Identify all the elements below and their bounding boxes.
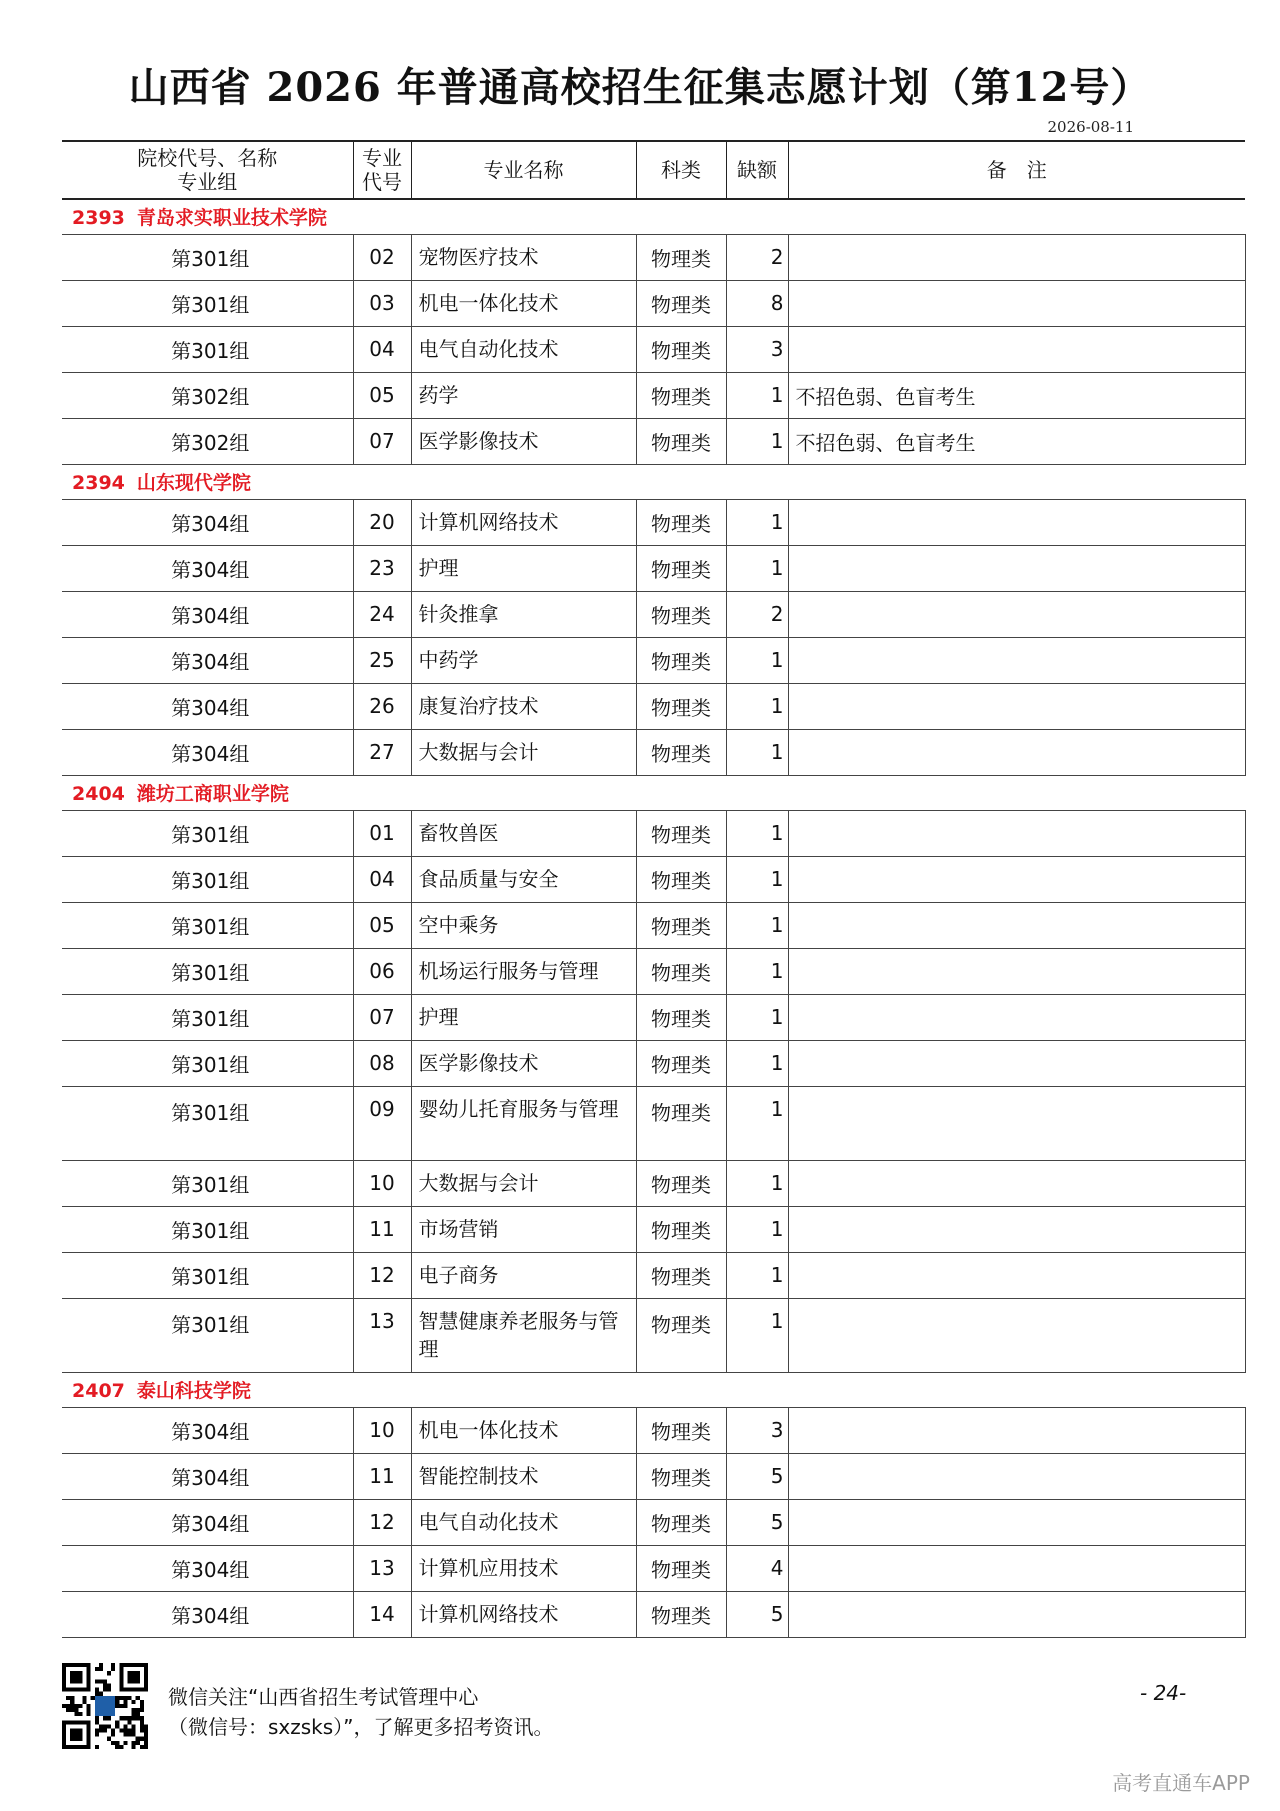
school-name: 潍坊工商职业学院 [136, 783, 289, 805]
vacancy-cell: 1 [726, 1040, 788, 1086]
group-cell: 第304组 [62, 637, 353, 683]
note-cell: 不招色弱、色盲考生 [788, 372, 1245, 418]
category-cell: 物理类 [636, 637, 726, 683]
category-cell: 物理类 [636, 418, 726, 464]
table-row [62, 1206, 1245, 1252]
major-name-cell: 计算机网络技术 [411, 499, 636, 545]
major-name-cell: 机电一体化技术 [411, 280, 636, 326]
note-cell: 不招色弱、色盲考生 [788, 418, 1245, 464]
category-cell: 物理类 [636, 948, 726, 994]
vacancy-cell: 1 [726, 856, 788, 902]
school-title [62, 1372, 1245, 1407]
school-header-row [62, 1372, 1245, 1407]
school-title [62, 775, 1245, 810]
major-code-cell: 26 [353, 683, 411, 729]
group-cell: 第304组 [62, 729, 353, 775]
major-code-cell: 24 [353, 591, 411, 637]
major-code-cell: 07 [353, 418, 411, 464]
header-code-line1: 专业 [362, 146, 402, 170]
table-row [62, 372, 1245, 418]
major-name-cell: 大数据与会计 [411, 1160, 636, 1206]
table-row [62, 1591, 1245, 1637]
footer-wechat-line1: 微信关注“山西省招生考试管理中心 [168, 1685, 479, 1709]
major-name-cell: 机电一体化技术 [411, 1407, 636, 1453]
major-code-cell: 04 [353, 856, 411, 902]
vacancy-cell: 1 [726, 1160, 788, 1206]
vacancy-cell: 1 [726, 1086, 788, 1160]
school-header-row [62, 775, 1245, 810]
group-cell: 第301组 [62, 810, 353, 856]
group-cell: 第304组 [62, 545, 353, 591]
header-school-line2: 专业组 [177, 170, 238, 194]
vacancy-cell: 3 [726, 1407, 788, 1453]
category-cell: 物理类 [636, 994, 726, 1040]
note-cell [788, 326, 1245, 372]
page-title: 山西省 2026 年普通高校招生征集志愿计划（第12号） [128, 64, 1152, 111]
vacancy-cell: 1 [726, 810, 788, 856]
major-name-cell: 婴幼儿托育服务与管理 [411, 1086, 636, 1160]
table-row [62, 280, 1245, 326]
major-name-cell: 康复治疗技术 [411, 683, 636, 729]
vacancy-cell: 1 [726, 994, 788, 1040]
major-name-cell: 针灸推拿 [411, 591, 636, 637]
major-code-cell: 01 [353, 810, 411, 856]
page-number: - 24- [1140, 1681, 1187, 1705]
major-code-cell: 08 [353, 1040, 411, 1086]
table-row [62, 1040, 1245, 1086]
major-name-cell: 电子商务 [411, 1252, 636, 1298]
major-name-cell: 医学影像技术 [411, 1040, 636, 1086]
school-header-row [62, 199, 1245, 234]
major-code-cell: 05 [353, 902, 411, 948]
table-row [62, 326, 1245, 372]
vacancy-cell: 1 [726, 372, 788, 418]
note-cell [788, 994, 1245, 1040]
vacancy-cell: 1 [726, 418, 788, 464]
major-name-cell: 宠物医疗技术 [411, 234, 636, 280]
note-cell [788, 729, 1245, 775]
note-cell [788, 1206, 1245, 1252]
group-cell: 第301组 [62, 1160, 353, 1206]
major-code-cell: 14 [353, 1591, 411, 1637]
vacancy-cell: 2 [726, 234, 788, 280]
vacancy-cell: 1 [726, 1252, 788, 1298]
enrollment-plan-table [62, 140, 1246, 1638]
major-code-cell: 11 [353, 1206, 411, 1252]
vacancy-cell: 1 [726, 637, 788, 683]
major-code-cell: 05 [353, 372, 411, 418]
category-cell: 物理类 [636, 1499, 726, 1545]
table-row [62, 1407, 1245, 1453]
category-cell: 物理类 [636, 729, 726, 775]
major-name-cell: 市场营销 [411, 1206, 636, 1252]
school-title [62, 464, 1245, 499]
vacancy-cell: 1 [726, 683, 788, 729]
note-cell [788, 856, 1245, 902]
major-name-cell: 药学 [411, 372, 636, 418]
table-row [62, 729, 1245, 775]
category-cell: 物理类 [636, 1040, 726, 1086]
note-cell [788, 948, 1245, 994]
note-cell [788, 1591, 1245, 1637]
table-row [62, 591, 1245, 637]
vacancy-cell: 1 [726, 729, 788, 775]
category-cell: 物理类 [636, 545, 726, 591]
note-cell [788, 1252, 1245, 1298]
table-row [62, 948, 1245, 994]
header-vacancy: 缺额 [726, 141, 788, 199]
major-name-cell: 机场运行服务与管理 [411, 948, 636, 994]
category-cell: 物理类 [636, 234, 726, 280]
table-row [62, 810, 1245, 856]
note-cell [788, 1298, 1245, 1372]
major-code-cell: 27 [353, 729, 411, 775]
school-name: 泰山科技学院 [136, 1380, 251, 1402]
note-cell [788, 1040, 1245, 1086]
major-name-cell: 计算机应用技术 [411, 1545, 636, 1591]
group-cell: 第301组 [62, 994, 353, 1040]
note-cell [788, 545, 1245, 591]
table-row [62, 1086, 1245, 1160]
table-body [62, 199, 1245, 1637]
major-name-cell: 电气自动化技术 [411, 1499, 636, 1545]
major-code-cell: 09 [353, 1086, 411, 1160]
major-code-cell: 23 [353, 545, 411, 591]
category-cell: 物理类 [636, 1086, 726, 1160]
category-cell: 物理类 [636, 1298, 726, 1372]
school-code: 2394 [72, 472, 125, 494]
school-code: 2404 [72, 783, 125, 805]
group-cell: 第302组 [62, 372, 353, 418]
category-cell: 物理类 [636, 499, 726, 545]
major-code-cell: 04 [353, 326, 411, 372]
category-cell: 物理类 [636, 326, 726, 372]
group-cell: 第304组 [62, 1591, 353, 1637]
major-name-cell: 护理 [411, 994, 636, 1040]
vacancy-cell: 1 [726, 948, 788, 994]
category-cell: 物理类 [636, 1545, 726, 1591]
major-name-cell: 医学影像技术 [411, 418, 636, 464]
category-cell: 物理类 [636, 372, 726, 418]
school-code: 2393 [72, 207, 125, 230]
major-code-cell: 02 [353, 234, 411, 280]
table-row [62, 1298, 1245, 1372]
major-code-cell: 11 [353, 1453, 411, 1499]
note-cell [788, 637, 1245, 683]
school-header-row [62, 464, 1245, 499]
group-cell: 第304组 [62, 1453, 353, 1499]
vacancy-cell: 8 [726, 280, 788, 326]
table-row [62, 683, 1245, 729]
category-cell: 物理类 [636, 683, 726, 729]
school-name: 青岛求实职业技术学院 [136, 207, 327, 230]
major-name-cell: 智慧健康养老服务与管理 [411, 1298, 636, 1372]
category-cell: 物理类 [636, 1252, 726, 1298]
header-school-line1: 院校代号、名称 [137, 146, 278, 170]
category-cell: 物理类 [636, 1407, 726, 1453]
group-cell: 第301组 [62, 856, 353, 902]
group-cell: 第304组 [62, 1499, 353, 1545]
major-name-cell: 食品质量与安全 [411, 856, 636, 902]
group-cell: 第301组 [62, 326, 353, 372]
major-code-cell: 25 [353, 637, 411, 683]
major-name-cell: 计算机网络技术 [411, 1591, 636, 1637]
group-cell: 第304组 [62, 499, 353, 545]
major-code-cell: 20 [353, 499, 411, 545]
group-cell: 第301组 [62, 234, 353, 280]
vacancy-cell: 1 [726, 545, 788, 591]
table-row [62, 1453, 1245, 1499]
major-code-cell: 10 [353, 1160, 411, 1206]
note-cell [788, 1453, 1245, 1499]
major-name-cell: 护理 [411, 545, 636, 591]
major-name-cell: 空中乘务 [411, 902, 636, 948]
group-cell: 第304组 [62, 683, 353, 729]
table-row [62, 637, 1245, 683]
major-name-cell: 大数据与会计 [411, 729, 636, 775]
category-cell: 物理类 [636, 902, 726, 948]
note-cell [788, 1160, 1245, 1206]
vacancy-cell: 5 [726, 1499, 788, 1545]
major-code-cell: 13 [353, 1298, 411, 1372]
note-cell [788, 902, 1245, 948]
group-cell: 第304组 [62, 1407, 353, 1453]
category-cell: 物理类 [636, 810, 726, 856]
category-cell: 物理类 [636, 1160, 726, 1206]
category-cell: 物理类 [636, 1206, 726, 1252]
school-code: 2407 [72, 1380, 125, 1402]
category-cell: 物理类 [636, 591, 726, 637]
group-cell: 第301组 [62, 1086, 353, 1160]
note-cell [788, 234, 1245, 280]
table-row [62, 856, 1245, 902]
header-major-name: 专业名称 [411, 141, 636, 199]
group-cell: 第301组 [62, 948, 353, 994]
qr-code-icon [62, 1663, 148, 1749]
header-note: 备 注 [986, 158, 1047, 182]
major-name-cell: 电气自动化技术 [411, 326, 636, 372]
school-name: 山东现代学院 [136, 472, 251, 494]
table-row [62, 1499, 1245, 1545]
major-code-cell: 12 [353, 1499, 411, 1545]
vacancy-cell: 5 [726, 1591, 788, 1637]
header-code-line2: 代号 [362, 170, 402, 194]
vacancy-cell: 1 [726, 902, 788, 948]
vacancy-cell: 3 [726, 326, 788, 372]
note-cell [788, 1407, 1245, 1453]
table-row [62, 1545, 1245, 1591]
major-code-cell: 07 [353, 994, 411, 1040]
group-cell: 第301组 [62, 902, 353, 948]
major-code-cell: 12 [353, 1252, 411, 1298]
table-row [62, 545, 1245, 591]
note-cell [788, 1545, 1245, 1591]
group-cell: 第304组 [62, 1545, 353, 1591]
category-cell: 物理类 [636, 1591, 726, 1637]
category-cell: 物理类 [636, 1453, 726, 1499]
table-row [62, 1252, 1245, 1298]
table-row [62, 902, 1245, 948]
major-code-cell: 03 [353, 280, 411, 326]
table-row [62, 994, 1245, 1040]
vacancy-cell: 2 [726, 591, 788, 637]
vacancy-cell: 1 [726, 1206, 788, 1252]
note-cell [788, 499, 1245, 545]
group-cell: 第304组 [62, 591, 353, 637]
table-row [62, 499, 1245, 545]
page-footer [0, 1655, 1280, 1805]
note-cell [788, 1086, 1245, 1160]
note-cell [788, 1499, 1245, 1545]
footer-wechat-line2: （微信号：sxzsks）”，了解更多招考资讯。 [168, 1715, 554, 1739]
group-cell: 第301组 [62, 1040, 353, 1086]
note-cell [788, 683, 1245, 729]
major-name-cell: 中药学 [411, 637, 636, 683]
note-cell [788, 280, 1245, 326]
group-cell: 第301组 [62, 280, 353, 326]
group-cell: 第302组 [62, 418, 353, 464]
table-row [62, 418, 1245, 464]
table-header-row [62, 141, 1245, 199]
school-title [62, 199, 1245, 234]
vacancy-cell: 4 [726, 1545, 788, 1591]
table-row [62, 1160, 1245, 1206]
major-code-cell: 06 [353, 948, 411, 994]
app-watermark: 高考直通车APP [1112, 1771, 1250, 1795]
group-cell: 第301组 [62, 1206, 353, 1252]
vacancy-cell: 1 [726, 1298, 788, 1372]
note-cell [788, 591, 1245, 637]
header-major-code [353, 141, 411, 199]
category-cell: 物理类 [636, 280, 726, 326]
major-name-cell: 智能控制技术 [411, 1453, 636, 1499]
header-school-group [62, 141, 353, 199]
major-code-cell: 10 [353, 1407, 411, 1453]
major-name-cell: 畜牧兽医 [411, 810, 636, 856]
table-row [62, 234, 1245, 280]
group-cell: 第301组 [62, 1298, 353, 1372]
group-cell: 第301组 [62, 1252, 353, 1298]
document-date: 2026-08-11 [1047, 118, 1134, 136]
major-code-cell: 13 [353, 1545, 411, 1591]
category-cell: 物理类 [636, 856, 726, 902]
vacancy-cell: 1 [726, 499, 788, 545]
note-cell [788, 810, 1245, 856]
vacancy-cell: 5 [726, 1453, 788, 1499]
header-category: 科类 [636, 141, 726, 199]
